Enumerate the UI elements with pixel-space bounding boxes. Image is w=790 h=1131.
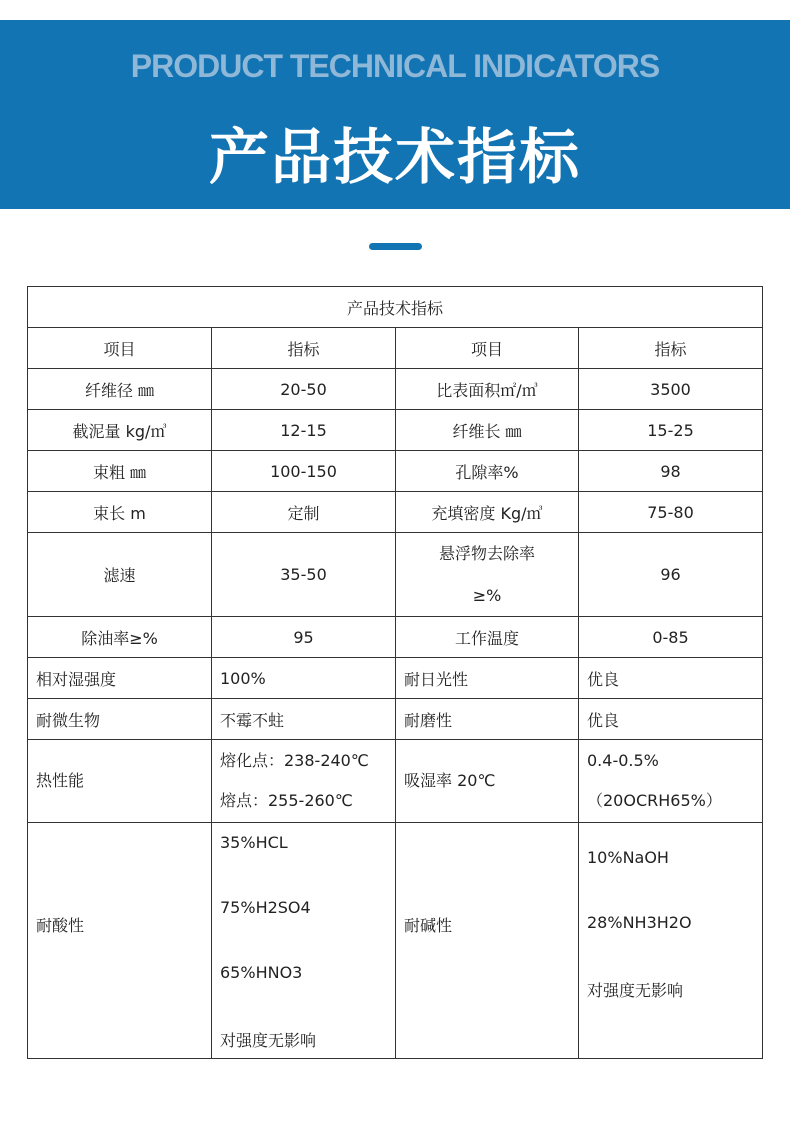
cell-item: 滤速 <box>28 533 212 617</box>
cell-value: 20-50 <box>212 369 396 410</box>
cell-value-multiline <box>212 823 396 1059</box>
cell-value: 优良 <box>579 699 763 740</box>
table-row <box>28 699 763 740</box>
cell-item-line: 悬浮物去除率 <box>438 544 535 563</box>
cell-value: 96 <box>579 533 763 617</box>
cell-value: 0-85 <box>579 617 763 658</box>
table-row <box>28 451 763 492</box>
table-row <box>28 410 763 451</box>
cell-value-line: （20OCRH65%） <box>587 791 722 811</box>
cell-value: 定制 <box>212 492 396 533</box>
table-header-row <box>28 328 763 369</box>
cell-value: 95 <box>212 617 396 658</box>
table-title-row <box>28 287 763 328</box>
cell-value-line: 对强度无影响 <box>587 981 684 1001</box>
cell-item: 除油率≥% <box>28 617 212 658</box>
cell-item: 耐磨性 <box>396 699 579 740</box>
cell-value-line: 28%NH3H2O <box>587 913 692 933</box>
cell-item <box>28 823 212 1059</box>
table-row <box>28 492 763 533</box>
cell-value-line: 0.4-0.5% <box>587 751 659 771</box>
table-row <box>28 533 763 617</box>
cell-value-line: 65%HNO3 <box>220 963 303 983</box>
cell-value: 98 <box>579 451 763 492</box>
cell-item: 孔隙率% <box>396 451 579 492</box>
table-row <box>28 740 763 823</box>
cell-value: 35-50 <box>212 533 396 617</box>
section-divider <box>369 243 422 250</box>
cell-value: 3500 <box>579 369 763 410</box>
cell-item: 充填密度 Kg/㎥ <box>396 492 579 533</box>
cell-item: 耐微生物 <box>28 699 212 740</box>
cell-item-line: 耐碱性 <box>404 916 453 936</box>
banner-title-chinese: 产品技术指标 <box>209 123 581 193</box>
table-row <box>28 658 763 699</box>
cell-value: 100% <box>212 658 396 699</box>
cell-item-line: 耐酸性 <box>36 916 85 936</box>
table-row <box>28 369 763 410</box>
header-banner <box>0 20 790 209</box>
spec-table <box>27 286 763 1059</box>
cell-item-multiline <box>396 533 579 617</box>
cell-value-line: 熔化点：238-240℃ <box>220 751 369 771</box>
cell-item: 束粗 ㎜ <box>28 451 212 492</box>
cell-value: 15-25 <box>579 410 763 451</box>
cell-value-multiline <box>579 823 763 1059</box>
cell-item: 束长 m <box>28 492 212 533</box>
cell-value: 优良 <box>579 658 763 699</box>
cell-item: 比表面积㎡/㎥ <box>396 369 579 410</box>
cell-value-line: 熔点：255-260℃ <box>220 791 353 811</box>
cell-value: 75-80 <box>579 492 763 533</box>
cell-item-line: ≥% <box>472 585 502 605</box>
cell-value: 不霉不蛀 <box>212 699 396 740</box>
cell-value: 100-150 <box>212 451 396 492</box>
cell-value-multiline <box>212 740 396 823</box>
cell-value-multiline <box>579 740 763 823</box>
header-value: 指标 <box>212 328 396 369</box>
header-value: 指标 <box>579 328 763 369</box>
header-item: 项目 <box>28 328 212 369</box>
cell-item: 纤维长 ㎜ <box>396 410 579 451</box>
cell-value-line: 35%HCL <box>220 833 288 853</box>
header-item: 项目 <box>396 328 579 369</box>
table-row <box>28 823 763 1059</box>
cell-value: 12-15 <box>212 410 396 451</box>
table-title: 产品技术指标 <box>28 287 763 328</box>
cell-item: 相对湿强度 <box>28 658 212 699</box>
cell-value-line: 对强度无影响 <box>220 1031 317 1051</box>
cell-item: 截泥量 kg/㎥ <box>28 410 212 451</box>
cell-item: 耐日光性 <box>396 658 579 699</box>
cell-item: 热性能 <box>28 740 212 823</box>
cell-item: 吸湿率 20℃ <box>396 740 579 823</box>
table-row <box>28 617 763 658</box>
cell-item: 纤维径 ㎜ <box>28 369 212 410</box>
cell-item: 工作温度 <box>396 617 579 658</box>
cell-item <box>396 823 579 1059</box>
banner-title-english: PRODUCT TECHNICAL INDICATORS <box>130 48 660 84</box>
cell-value-line: 10%NaOH <box>587 848 669 868</box>
cell-value-line: 75%H2SO4 <box>220 898 311 918</box>
